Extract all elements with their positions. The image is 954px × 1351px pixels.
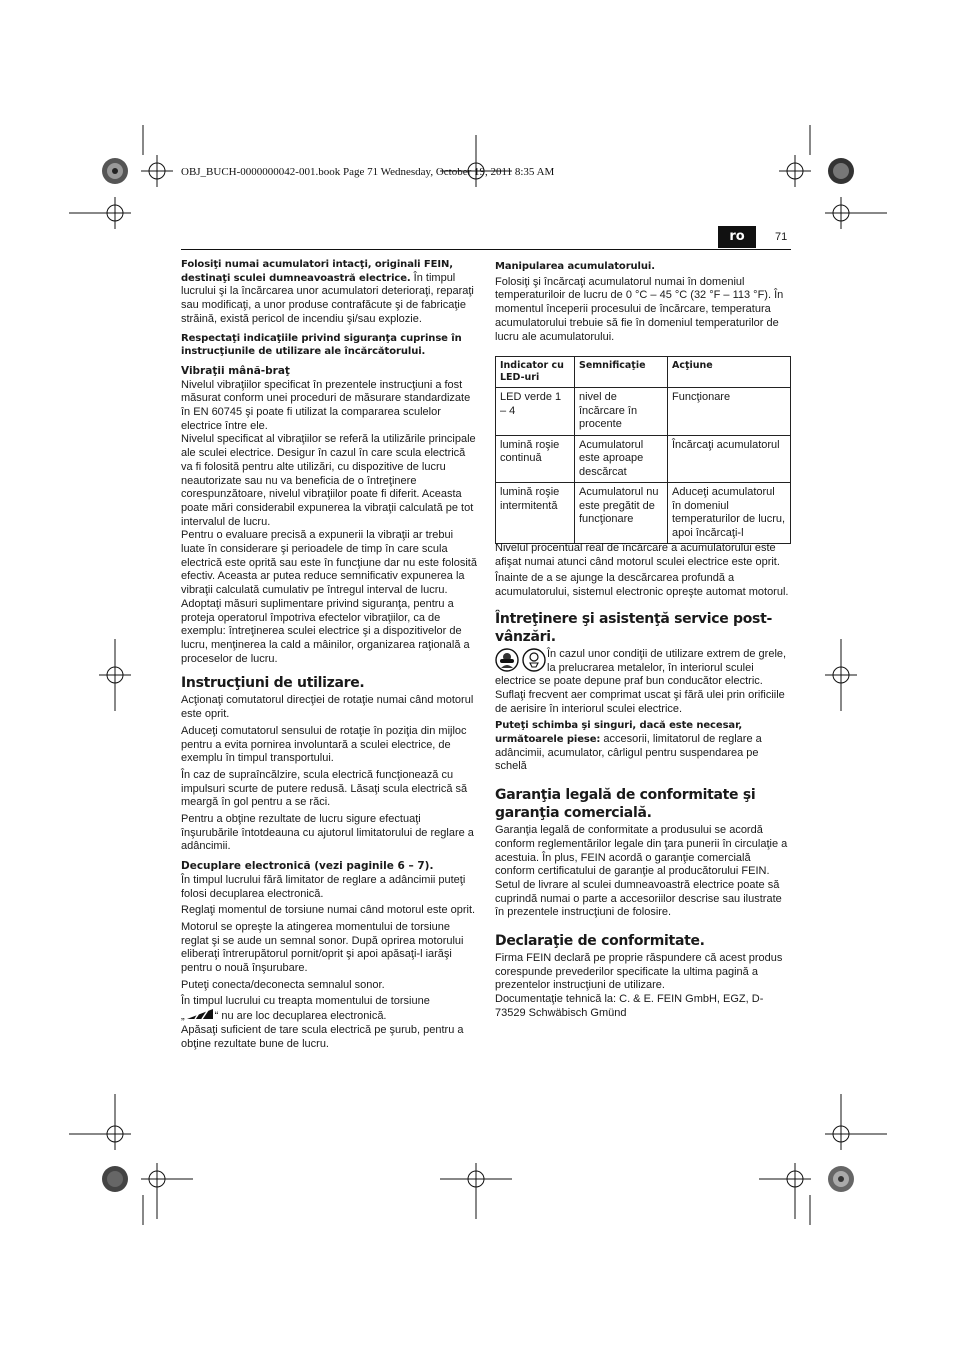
replaceable-parts-para [495, 719, 791, 774]
dust-mask-icon [522, 648, 546, 672]
vibration-heading: Vibraţii mână-braţ [181, 364, 290, 377]
maintenance-heading: Întreţinere şi asistenţă service post-vânzări. [495, 610, 772, 645]
language-badge: ro [718, 226, 756, 248]
decoupling-para-5-text: În timpul lucrului cu treapta momentului de torsiune [181, 995, 430, 1008]
battery-warning-bold: Folosiţi numai acumulatori intacţi, originali FEIN, destinaţi sculei dumneavoastră electrice. [181, 259, 453, 284]
table-cell: Încărcaţi acumulatorul [668, 435, 791, 483]
decoupling-para-6: Apăsaţi suficient de tare scula electrică pe şurub, pentru a obţine rezultate bune de lucru. [181, 1023, 464, 1050]
quote-open: „ [181, 1010, 185, 1023]
torque-max-icon [187, 1009, 213, 1020]
right-column-bottom [495, 542, 791, 1021]
decoupling-heading: Decuplare electronică (vezi paginile 6 – 7). [181, 860, 434, 873]
instructions-para-1: Acţionaţi comutatorul direcţiei de rotaţie numai când motorul este oprit. [181, 694, 474, 721]
decoupling-para-4: Puteţi conecta/deconecta semnalul sonor. [181, 978, 385, 991]
conformity-para-2: Documentaţie tehnică la: C. & E. FEIN GmbH, EGZ, D-73529 Schwäbisch Gmünd [495, 993, 764, 1019]
instructions-para-4: Pentru a obţine rezultate de lucru sigure efectuaţi înşurubările întotdeauna cu ajutorul limitatorului de reglare a adâncimii. [181, 813, 474, 853]
table-header-cell: Acţiune [668, 357, 791, 388]
battery-handling-para: Folosiţi şi încărcaţi acumulatorul numai în domeniul temperaturiloir de lucru de 0 °C – 45 °C (32 °F – 113 °F). În momentul începerii procesului de încărcare, temperatura acumulatorului trebuie să fie în domeniul temperaturilor de lucru ale acumulatorului. [495, 275, 784, 343]
instructions-para-3: În caz de supraîncălzire, scula electrică funcţionează cu impulsuri scurte de putere redusă. Lăsaţi scula electrică să meargă în gol pentru a se răci. [181, 768, 468, 809]
maintenance-para: În cazul unor condiţii de utilizare extrem de grele, la prelucrarea metalelor, în interiorul sculei electrice se poate depune praf bun conducător electric. Suflaţi frecvent aer comprimat uscat şi fără ulei prin orificiile de aerisire în interiorul sculei electrice. [495, 647, 787, 715]
warranty-heading: Garanţia legală de conformitate şi garanţia comercială. [495, 787, 756, 822]
table-cell: nivel de încărcare în procente [575, 388, 668, 436]
replaceable-parts-text: accesorii, limitatorul de reglare a adâncimii, acumulator, cârligul pentru suspendarea pe schelă [495, 733, 762, 773]
table-cell: LED verde 1 – 4 [496, 388, 575, 436]
deep-discharge-para: Înainte de a se ajunge la descărcarea profundă a acumulatorului, sistemul electronic opreşte automat motorul. [495, 572, 789, 599]
battery-warning-text: În timpul lucrului şi la încărcarea unor acumulatori deterioraţi, reparaţi sau modificaţi, a unor produse contrafăcute şi de fabricaţie străină, există pericol de incendiu şi/sau explozie. [181, 271, 474, 325]
maintenance-block [495, 648, 791, 717]
decoupling-para-5-end: “ nu are loc decuplarea electronică. [214, 1010, 387, 1023]
protection-icons [495, 648, 547, 674]
left-column [181, 258, 477, 1051]
table-row [496, 483, 791, 544]
decoupling-para-1: În timpul lucrului fără limitator de reglare a adâncimii puteţi folosi decuplarea electronică. [181, 873, 466, 900]
warranty-para-2: Setul de livrare al sculei dumneavoastră electrice poate să cuprindă numai o parte a accesoriilor descrise sau ilustrate în prezentele instrucţiuni de folosire. [495, 878, 782, 919]
table-header-cell: Semnificaţie [575, 357, 668, 388]
file-info-line: OBJ_BUCH-0000000042-001.book Page 71 Wednesday, October 19, 2011 8:35 AM [181, 166, 555, 178]
led-indicator-table [495, 356, 791, 544]
table-cell: Funcţionare [668, 388, 791, 436]
decoupling-para-5 [181, 995, 477, 1023]
right-column-top [495, 260, 791, 344]
vibration-para-1: Nivelul vibraţiilor specificat în prezentele instrucţiuni a fost măsurat conform unei proceduri de măsurare standardizate în EN 60745 şi poate fi utilizat la compararea sculelor electrice între ele. [181, 378, 471, 432]
page-number: 71 [775, 231, 788, 243]
decoupling-para-2: Reglaţi momentul de torsiune numai când motorul este oprit. [181, 904, 476, 917]
table-cell: Aduceţi acumulatorul în domeniul temperaturilor de lucru, apoi încărcaţi-l [668, 483, 791, 544]
instructions-heading: Instrucţiuni de utilizare. [181, 675, 365, 692]
header-rule [181, 249, 791, 250]
battery-warning [181, 258, 477, 327]
table-header-cell: Indicator cu LED-uri [496, 357, 575, 388]
warranty-para-1: Garanţia legală de conformitate a produsului se acordă conform reglementărilor legale din ţara punerii în circulaţie a acestuia. În plus, FEIN acordă o garanţie comercială conform certificatului de garanţie al producătorului FEIN. [495, 824, 788, 878]
table-cell: Acumulatorul nu este pregătit de funcţionare [575, 483, 668, 544]
table-row [496, 388, 791, 436]
decoupling-para-3: Motorul se opreşte la atingerea momentului de torsiune reglat şi se aude un semnal sonor. După oprirea motorului eliberaţi întrerupătorul pornit/oprit şi apoi apăsaţi-l iarăşi pentru o nouă înşurubare. [181, 920, 464, 975]
conformity-para-1: Firma FEIN declară pe proprie răspundere că acest produs corespunde prevederilor specificate la ultima pagină a prezentelor instrucţiuni de utilizare. [495, 952, 783, 992]
vibration-para-4: Adoptaţi măsuri suplimentare privind siguranţa, pentru a proteja operatorul împotriva efectelor vibraţiilor, ca de exemplu: întreţinerea sculei electrice şi a dispozitivelor de lucru, menţinerea la cald a mâinilor, organizarea raţională a proceselor de lucru. [181, 597, 470, 665]
table-row [496, 435, 791, 483]
charger-warning: Respectaţi indicaţiile privind siguranţa cuprinse în instrucţiunile de utilizare ale încărcătorului. [181, 332, 462, 358]
vibration-para-3: Pentru o evaluare precisă a expunerii la vibraţii ar trebui luate în considerare şi perioadele de timp în care scula electrică este oprită sau este în funcţiune dar nu este folosită efectiv. Aceasta ar putea reduce semnificativ expunerea la vibraţii calculată cumulativ pe întregul interval de lucru. [181, 529, 477, 597]
table-header-row [496, 357, 791, 388]
conformity-heading: Declaraţie de conformitate. [495, 933, 705, 950]
table-cell: lumină roşie continuă [496, 435, 575, 483]
charge-level-para: Nivelul procentual real de încărcare a acumulatorului este afişat numai atunci când motorul sculei electrice este oprit. [495, 542, 780, 568]
battery-handling-heading: Manipularea acumulatorului. [495, 261, 655, 272]
replaceable-parts-bold: Puteţi schimba şi singuri, dacă este necesar, următoarele piese: [495, 720, 743, 746]
table-cell: lumină roşie intermitentă [496, 483, 575, 544]
table-cell: Acumulatorul este aproape descărcat [575, 435, 668, 483]
instructions-para-2: Aduceţi comutatorul sensului de rotaţie în poziţia din mijloc pentru a evita pornirea involuntară a sculei electrice, de exemplu în timpul transportului. [181, 724, 467, 765]
safety-goggles-icon [495, 648, 519, 672]
vibration-para-2: Nivelul specificat al vibraţiilor se referă la utilizările principale ale sculei electrice. Desigur în cazul în care scula electrică va fi folosită pentru alte utilizări, cu dispozitive de lucru neautorizate sau nu va beneficia de o întreţinere corespunzătoare, nivelul vibraţiilor poate fi diferit. Aceasta poate mări considerabil expunerea la vibraţii calculată pe tot intervalul de lucru. [181, 433, 476, 528]
